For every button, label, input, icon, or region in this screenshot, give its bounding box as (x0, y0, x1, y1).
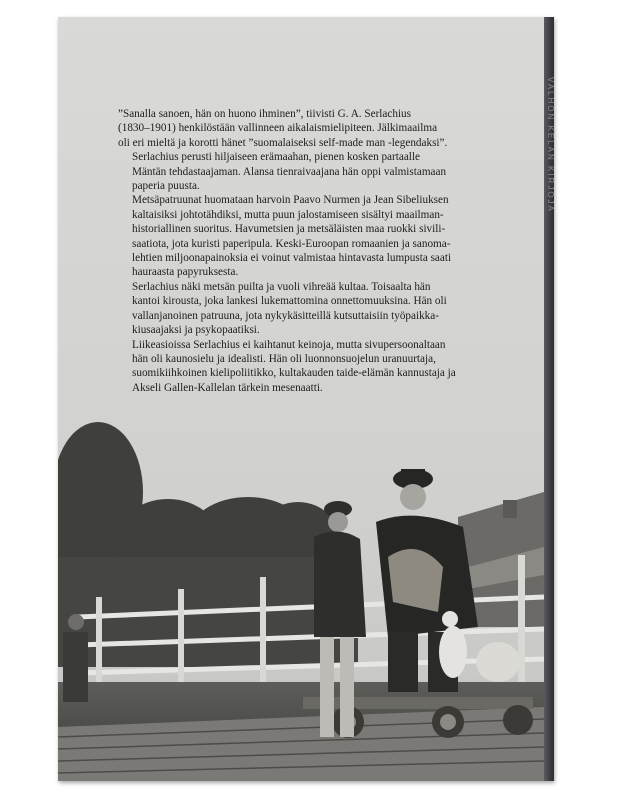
blurb-paragraph-4 (118, 280, 544, 338)
photo-illustration (58, 397, 544, 781)
blurb-line: hauraasta papyruksesta. (132, 266, 239, 279)
blurb-line: ”Sanalla sanoen, hän on huono ihminen”, tiivisti G. A. Serlachius (118, 108, 411, 120)
blurb-line: Mäntän tehdastaajaman. Alansa tienraivaajana hän oppi valmistamaan (132, 165, 447, 178)
blurb-paragraph-2 (118, 150, 544, 193)
blurb-line: historiallinen suoritus. Havumetsien ja metsäläisten maa ruokki sivili- (132, 223, 446, 236)
blurb-paragraph-3 (118, 193, 544, 279)
blurb-line: hän oli kaunosielu ja idealisti. Hän oli luonnonsuojelun uranuurtaja, (132, 352, 436, 365)
spine-title: VALHON KELAN KIRJOJA (546, 77, 555, 213)
blurb-line: Serlachius näki metsän puilta ja vuoli vihreää kultaa. Toisaalta hän (132, 280, 431, 293)
blurb-line: vallanjanoinen patruuna, jota nykykäsitteillä kutsuttaisiin työpaikka- (132, 309, 439, 322)
blurb-line: Akseli Gallen-Kallelan tärkein mesenaatti. (132, 381, 323, 394)
blurb-line: kantoi kirousta, joka lankesi lukemattomina onnettomuuksina. Hän oli (132, 295, 447, 308)
blurb-line: Serlachius perusti hiljaiseen erämaahan, pienen kosken partaalle (132, 151, 420, 164)
blurb-line: suomikiihkoinen kielipoliitikko, kultakauden taide-elämän kannustaja ja (132, 367, 456, 380)
blurb-line: lehtien miljoonapainoksia ei voinut valmistaa hintavasta lumpusta saati (132, 252, 452, 265)
blurb-paragraph-1 (118, 107, 544, 150)
blurb-line: oli eri mieltä ja korotti hänet ”suomalaiseksi self-made man -legendaksi”. (118, 136, 448, 149)
blurb-line: saatiota, jota kuristi paperipula. Keski-Euroopan romaanien ja sanoma- (132, 237, 451, 250)
blurb-line: kiusaajaksi ja psykopaatiksi. (132, 324, 260, 337)
blurb-line: kaltaisiksi johtotähdiksi, mutta puun jalostamiseen sisältyi maailman- (132, 208, 444, 221)
blurb-line: paperia puusta. (132, 180, 200, 193)
blurb-line: (1830–1901) henkilöstään vallinneen aikalaismielipiteen. Jälkimaailma (118, 122, 438, 135)
cover-panel (58, 17, 544, 781)
blurb-paragraph-5 (118, 338, 544, 396)
blurb-line: Metsäpatruunat huomataan harvoin Paavo Nurmen ja Jean Sibeliuksen (132, 194, 449, 207)
historic-photograph (58, 397, 544, 781)
blurb-text (118, 107, 544, 395)
book-back-cover (58, 17, 554, 781)
blurb-line: Liikeasioissa Serlachius ei kaihtanut keinoja, mutta sivupersoonaltaan (132, 338, 446, 351)
